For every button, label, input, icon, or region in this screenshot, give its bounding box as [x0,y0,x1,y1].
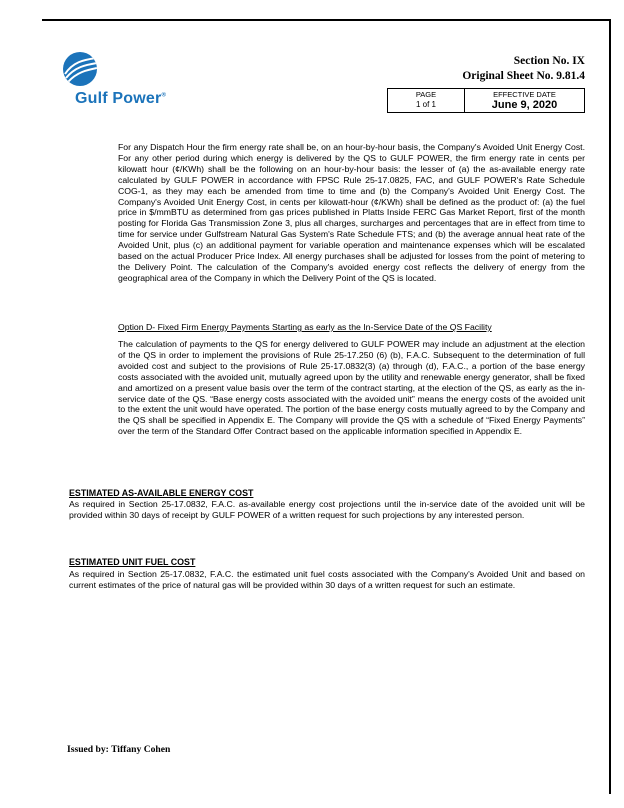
unit-fuel-heading: ESTIMATED UNIT FUEL COST [69,557,196,567]
logo-text: Gulf Power® [75,90,167,107]
issued-by: Issued by: Tiffany Cohen [67,744,171,755]
effective-date-cell [465,89,585,113]
unit-fuel-paragraph: As required in Section 25-17.0832, F.A.C. the estimated unit fuel costs associated with the Company's Avoided Unit and based on current estimates of the price of natural gas will be provided within 30 days of a written request for such an estimate. [69,569,585,590]
as-available-heading: ESTIMATED AS-AVAILABLE ENERGY COST [69,488,254,498]
option-d-paragraph: The calculation of payments to the QS for energy delivered to GULF POWER may include an adjustment at the election of the QS in order to implement the provisions of Rule 25-17.250 (6) (b), F.A.C. Subsequent to the determination of full avoided cost and subject to the provisions of Rule 25-17.0832(3) (a) through (d), F.A.C., a portion of the base energy costs associated with the avoided unit, mutually agreed upon by the utility and renewable energy generator, shall be fixed and amortized on a present value basis over the term of the contract starting, at the election of the QS, as early as the in-service date of the QS. “Base energy costs associated with the avoided unit” means the energy costs of the avoided unit to the extent the unit would have operated. The portion of the base energy costs mutually agreed to by the Company and the QS shall be specified in Appendix E. The Company will provide the QS with a schedule of “Fixed Energy Payments” over the term of the Standard Offer Contract based on the applicable information specified in Appendix E. [118,339,585,437]
effective-date-value: June 9, 2020 [491,99,558,111]
effective-date-label: EFFECTIVE DATE [493,90,556,99]
section-number: Section No. IX [513,55,585,67]
header-info-table [387,88,585,113]
gulf-power-logo [63,52,203,112]
page-cell [388,89,465,113]
as-available-paragraph: As required in Section 25-17.0832, F.A.C. as-available energy cost projections until the in-service date of the avoided unit will be provided within 30 days of receipt by GULF POWER of a written request for such projections by any interested person. [69,499,585,520]
dispatch-paragraph: For any Dispatch Hour the firm energy rate shall be, on an hour-by-hour basis, the Company's Avoided Unit Energy Cost. For any other period during which energy is delivered by the QS to GULF POWER, the firm energy rate in cents per kilowatt hour (¢/KWh) shall be the following on an hour-by-hour basis: the lesser of (a) the as-available energy rate calculated by GULF POWER in accordance with FPSC Rule 25-17.0825, FAC, and GULF POWER's Rate Schedule COG-1, as they may each be amended from time to time and (b) the Company's Avoided Unit Energy Cost. The Company's Avoided Unit Energy Cost, in cents per kilowatt-hour (¢/KWh) shall be defined as the product of: (a) the fuel price in $/mmBTU as determined from gas prices published in Platts Inside FERC Gas Market Report, first of the month posting for Florida Gas Transmission Zone 3, plus all charges, surcharges and percentages that are in effect from time to time for service under Gulfstream Natural Gas System's Rate Schedule FTS; and (b) the average annual heat rate of the Avoided Unit, plus (c) an additional payment for variable operation and maintenance expenses which will be escalated based on the actual Producer Price Index. All energy purchases shall be adjusted for losses from the point of metering to the Delivery Point. The calculation of the Company's avoided energy cost reflects the delivery of energy from the geographical area of the Company in which the Delivery Point of the QS is located. [118,142,585,283]
option-d-heading: Option D- Fixed Firm Energy Payments Starting as early as the In-Service Date of the QS Facility [118,322,492,332]
sheet-number: Original Sheet No. 9.81.4 [462,70,585,82]
logo-wave-icon [63,52,97,86]
page-label: PAGE [415,90,437,99]
page-value: 1 of 1 [415,100,436,109]
